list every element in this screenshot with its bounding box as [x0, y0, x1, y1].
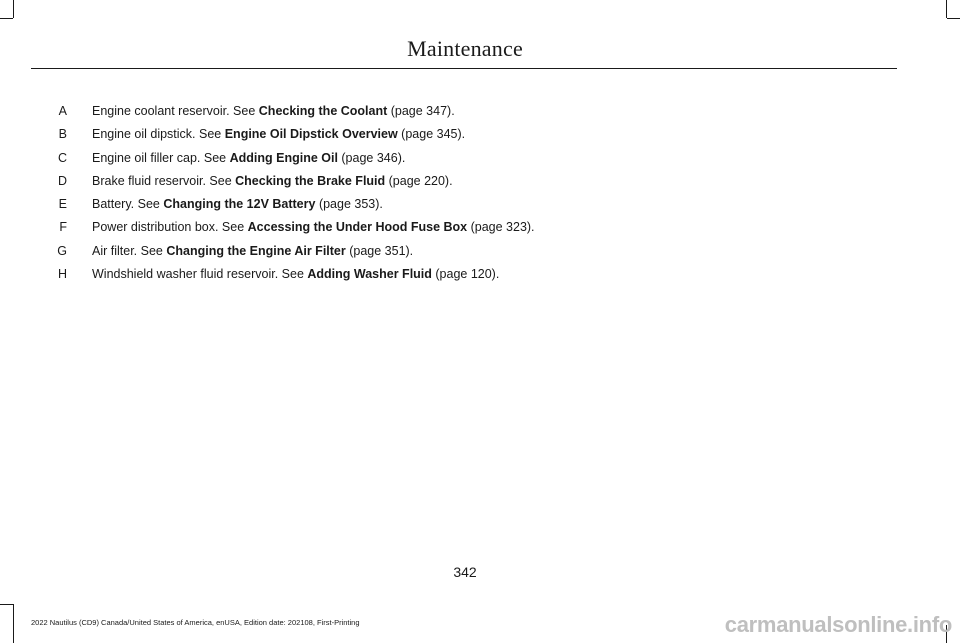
legend-description: [92, 216, 535, 239]
legend-text: Engine coolant reservoir. See: [92, 104, 259, 118]
legend-crossref[interactable]: Adding Engine Oil: [229, 150, 338, 165]
legend-letter: G: [57, 243, 67, 258]
legend-page-ref: (page 345).: [397, 127, 466, 142]
legend-item: [40, 263, 880, 286]
legend-description: [92, 147, 405, 170]
legend-item: [40, 240, 880, 263]
component-legend-list: [40, 100, 880, 286]
legend-crossref[interactable]: Accessing the Under Hood Fuse Box: [247, 220, 468, 235]
legend-description: [92, 263, 499, 286]
legend-letter: F: [59, 220, 67, 235]
page-number: 342: [453, 564, 477, 580]
legend-text: Engine oil dipstick. See: [92, 127, 225, 142]
legend-text: Battery. See: [92, 197, 164, 212]
crop-mark: [0, 604, 13, 605]
edition-footer: 2022 Nautilus (CD9) Canada/United States of America, enUSA, Edition date: 202108, First-Printing: [31, 618, 360, 627]
legend-text: Power distribution box. See: [92, 220, 248, 235]
legend-crossref[interactable]: Engine Oil Dipstick Overview: [224, 127, 398, 142]
legend-letter: C: [57, 150, 67, 165]
legend-letter: E: [58, 197, 67, 212]
legend-description: [92, 240, 413, 263]
crop-mark: [947, 18, 960, 19]
legend-letter: B: [58, 127, 67, 142]
legend-page-ref: (page 120).: [431, 267, 500, 282]
crop-mark: [13, 0, 14, 18]
legend-page-ref: (page 346).: [337, 150, 406, 165]
legend-page-ref: (page 353).: [315, 197, 383, 212]
legend-item: [40, 147, 880, 170]
legend-letter: H: [57, 267, 67, 282]
legend-description: [92, 193, 383, 216]
legend-item: [40, 123, 880, 146]
legend-text: Engine oil filler cap. See: [92, 150, 230, 165]
title-divider: [31, 68, 897, 69]
crop-mark: [0, 18, 13, 19]
crop-mark: [13, 604, 14, 643]
legend-letter: A: [58, 104, 67, 118]
legend-page-ref: (page 220).: [385, 173, 453, 188]
legend-text: Windshield washer fluid reservoir. See: [92, 267, 308, 282]
legend-item: [40, 170, 880, 193]
legend-item: [40, 193, 880, 216]
legend-description: [92, 123, 465, 146]
legend-item: [40, 216, 880, 239]
legend-crossref[interactable]: Adding Washer Fluid: [307, 267, 432, 282]
watermark: carmanualsonline.info: [724, 612, 952, 637]
legend-crossref[interactable]: Changing the 12V Battery: [163, 197, 316, 212]
legend-crossref[interactable]: Changing the Engine Air Filter: [166, 243, 346, 258]
legend-letter: D: [57, 173, 67, 188]
legend-text: Air filter. See: [92, 243, 167, 258]
legend-crossref[interactable]: Checking the Coolant: [258, 104, 388, 118]
page-title: Maintenance: [407, 36, 523, 61]
crop-mark: [946, 0, 947, 18]
legend-item: [40, 100, 880, 123]
legend-page-ref: (page 351).: [345, 243, 414, 258]
legend-description: [92, 170, 453, 193]
legend-page-ref: (page 323).: [467, 220, 535, 235]
legend-crossref[interactable]: Checking the Brake Fluid: [235, 173, 386, 188]
legend-page-ref: (page 347).: [387, 104, 455, 118]
legend-text: Brake fluid reservoir. See: [92, 173, 236, 188]
legend-description: [92, 100, 455, 123]
